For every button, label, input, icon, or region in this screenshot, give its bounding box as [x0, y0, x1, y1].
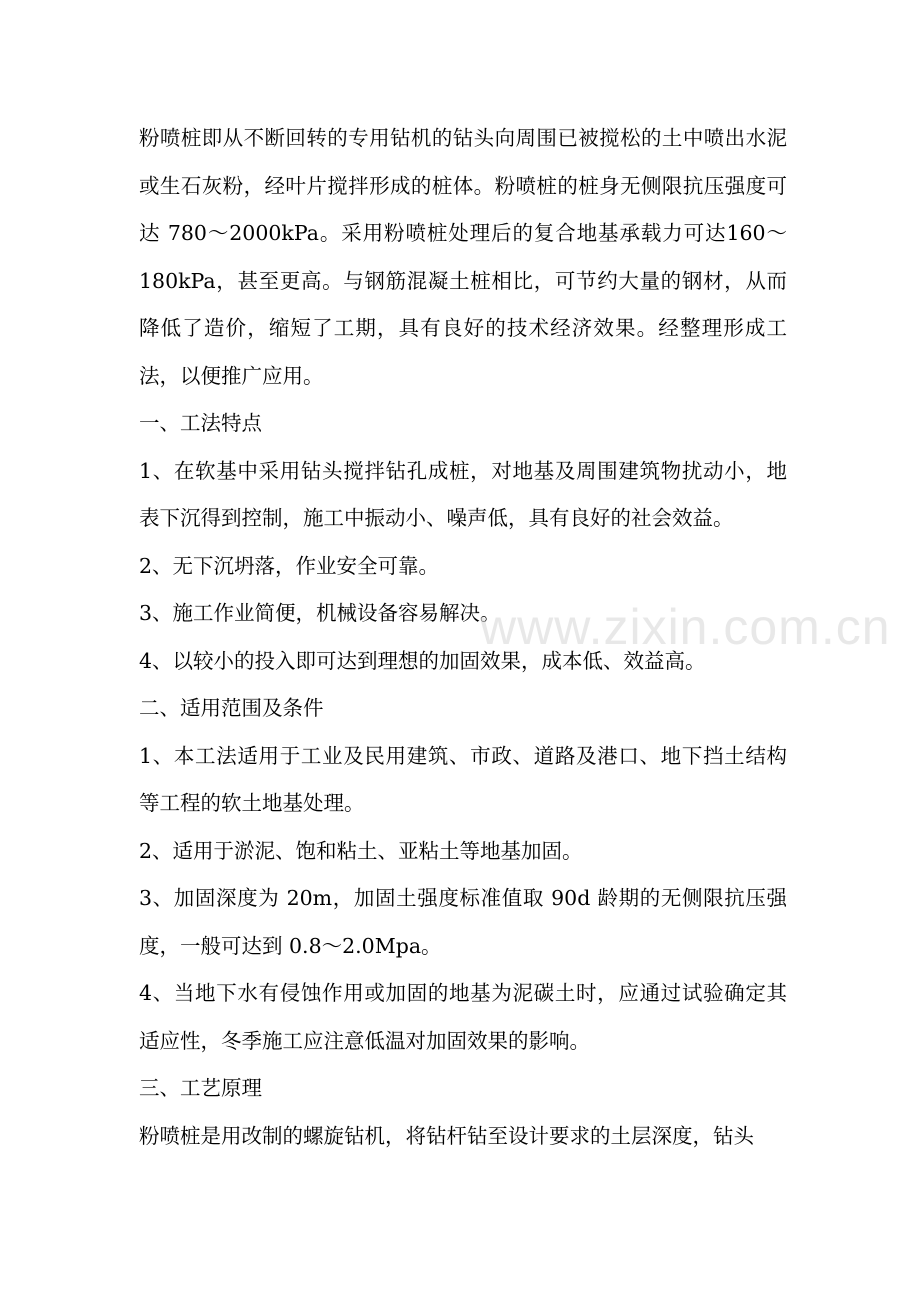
- section-heading-features: 一、工法特点: [139, 411, 262, 435]
- section-heading-principle: 三、工艺原理: [139, 1076, 262, 1100]
- section-heading-scope: 二、适用范围及条件: [139, 696, 324, 720]
- watermark-text: www.zixin.com.cn: [480, 599, 891, 655]
- scope-item-4: 4、当地下水有侵蚀作用或加固的地基为泥碳土时，应通过试验确定其适应性，冬季施工应注意低温对加固效果的影响。: [139, 981, 787, 1053]
- principle-paragraph: 粉喷桩是用改制的螺旋钻机，将钻杆钻至设计要求的土层深度，钻头: [139, 1123, 754, 1148]
- scope-item-3: 3、加固深度为 20m，加固土强度标准值取 90d 龄期的无侧限抗压强度，一般可达到 0.8～2.0Mpa。: [139, 886, 787, 958]
- feature-item-1: 1、在软基中采用钻头搅拌钻孔成桩，对地基及周围建筑物扰动小，地表下沉得到控制，施工中振动小、噪声低，具有良好的社会效益。: [139, 458, 787, 530]
- feature-item-2: 2、无下沉坍落，作业安全可靠。: [139, 553, 440, 578]
- feature-item-4: 4、以较小的投入即可达到理想的加固效果，成本低、效益高。: [139, 648, 706, 673]
- scope-item-1: 1、本工法适用于工业及民用建筑、市政、道路及港口、地下挡土结构等工程的软土地基处理。: [139, 743, 787, 815]
- scope-item-2: 2、适用于淤泥、饱和粘土、亚粘土等地基加固。: [139, 838, 583, 863]
- feature-item-3: 3、施工作业简便，机械设备容易解决。: [139, 601, 501, 625]
- document-body: [139, 115, 787, 1160]
- intro-paragraph: 粉喷桩即从不断回转的专用钻机的钻头向周围已被搅松的土中喷出水泥或生石灰粉，经叶片搅拌形成的桩体。粉喷桩的桩身无侧限抗压强度可达 780～2000kPa。采用粉喷桩处理后的复合地基承载力可达160～180kPa，甚至更高。与钢筋混凝土桩相比，可节约大量的钢材，从而降低了造价，缩短了工期，具有良好的技术经济效果。经整理形成工法，以便推广应用。: [139, 126, 787, 388]
